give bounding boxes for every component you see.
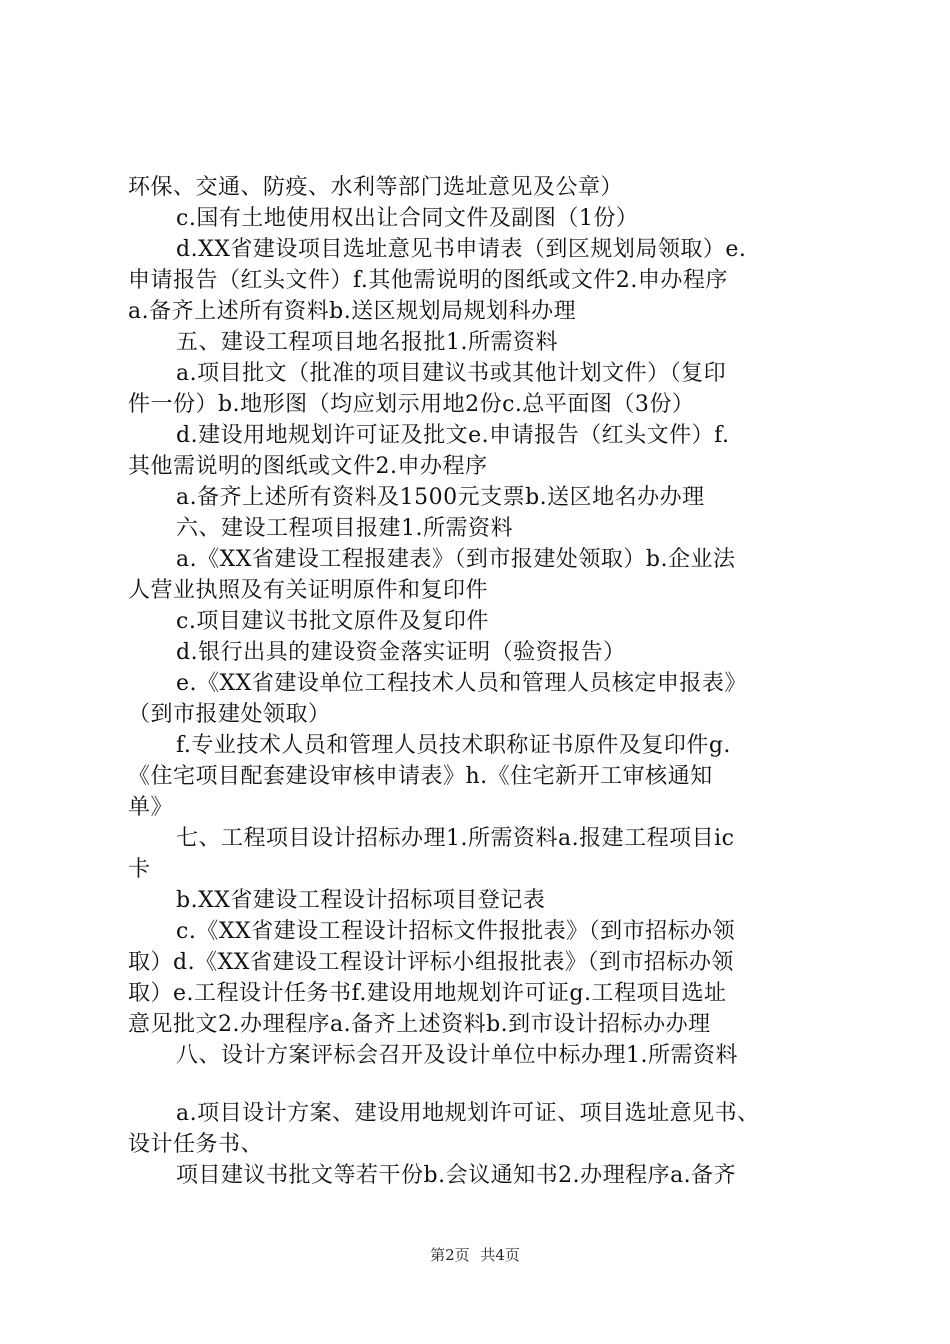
page-total: 共4页 bbox=[480, 1246, 520, 1264]
section-heading: 五、建设工程项目地名报批1.所需资料 bbox=[176, 330, 558, 355]
text-line: d.银行出具的建设资金落实证明（验资报告） bbox=[176, 640, 626, 665]
text-line: 申请报告（红头文件）f.其他需说明的图纸或文件2.申办程序 bbox=[128, 268, 728, 293]
paragraph-gap bbox=[128, 1071, 836, 1098]
text-line: 取）d.《XX省建设工程设计评标小组报批表》（到市招标办领 bbox=[128, 950, 734, 975]
text-line: 设计任务书、 bbox=[128, 1132, 264, 1157]
text-line: b.XX省建设工程设计招标项目登记表 bbox=[176, 888, 546, 913]
text-line: c.《XX省建设工程设计招标文件报批表》（到市招标办领 bbox=[176, 919, 736, 944]
text-line: 件一份）b.地形图（均应划示用地2份c.总平面图（3份） bbox=[128, 392, 695, 417]
section-heading: 八、设计方案评标会召开及设计单位中标办理1.所需资料 bbox=[176, 1043, 738, 1068]
text-line: 环保、交通、防疫、水利等部门选址意见及公章） bbox=[128, 175, 624, 200]
text-line: c.项目建议书批文原件及复印件 bbox=[176, 609, 489, 634]
text-line: 单》 bbox=[128, 795, 174, 820]
text-line: a.备齐上述所有资料及1500元支票b.送区地名办办理 bbox=[176, 485, 705, 510]
text-line: a.《XX省建设工程报建表》（到市报建处领取）b.企业法 bbox=[176, 547, 736, 572]
text-line: a.项目批文（批准的项目建议书或其他计划文件）（复印 bbox=[176, 361, 727, 386]
text-line: d.建设用地规划许可证及批文e.申请报告（红头文件）f. bbox=[176, 423, 730, 448]
section-heading: 六、建设工程项目报建1.所需资料 bbox=[176, 516, 513, 541]
text-line: a.备齐上述所有资料b.送区规划局规划科办理 bbox=[128, 299, 577, 324]
text-line: （到市报建处领取） bbox=[128, 702, 331, 727]
page-footer bbox=[0, 1245, 950, 1265]
text-line: a.项目设计方案、建设用地规划许可证、项目选址意见书、 bbox=[176, 1101, 760, 1126]
section-heading: 七、工程项目设计招标办理1.所需资料a.报建工程项目ic bbox=[176, 826, 735, 851]
text-line: 项目建议书批文等若干份b.会议通知书2.办理程序a.备齐 bbox=[176, 1163, 737, 1188]
text-line: 取）e.工程设计任务书f.建设用地规划许可证g.工程项目选址 bbox=[128, 981, 727, 1006]
page-number: 第2页 bbox=[430, 1246, 470, 1264]
text-line: c.国有土地使用权出让合同文件及副图（1份） bbox=[176, 206, 639, 231]
document-body bbox=[128, 172, 836, 1191]
text-line: e.《XX省建设单位工程技术人员和管理人员核定申报表》 bbox=[176, 671, 747, 696]
text-line: 其他需说明的图纸或文件2.申办程序 bbox=[128, 454, 488, 479]
text-line: 《住宅项目配套建设审核申请表》h.《住宅新开工审核通知 bbox=[128, 764, 713, 789]
text-line: 人营业执照及有关证明原件和复印件 bbox=[128, 578, 489, 603]
text-line: f.专业技术人员和管理人员技术职称证书原件及复印件g. bbox=[176, 733, 731, 758]
text-line: d.XX省建设项目选址意见书申请表（到区规划局领取）e. bbox=[176, 237, 747, 262]
text-line: 意见批文2.办理程序a.备齐上述资料b.到市设计招标办办理 bbox=[128, 1012, 711, 1037]
text-line: 卡 bbox=[128, 857, 151, 882]
